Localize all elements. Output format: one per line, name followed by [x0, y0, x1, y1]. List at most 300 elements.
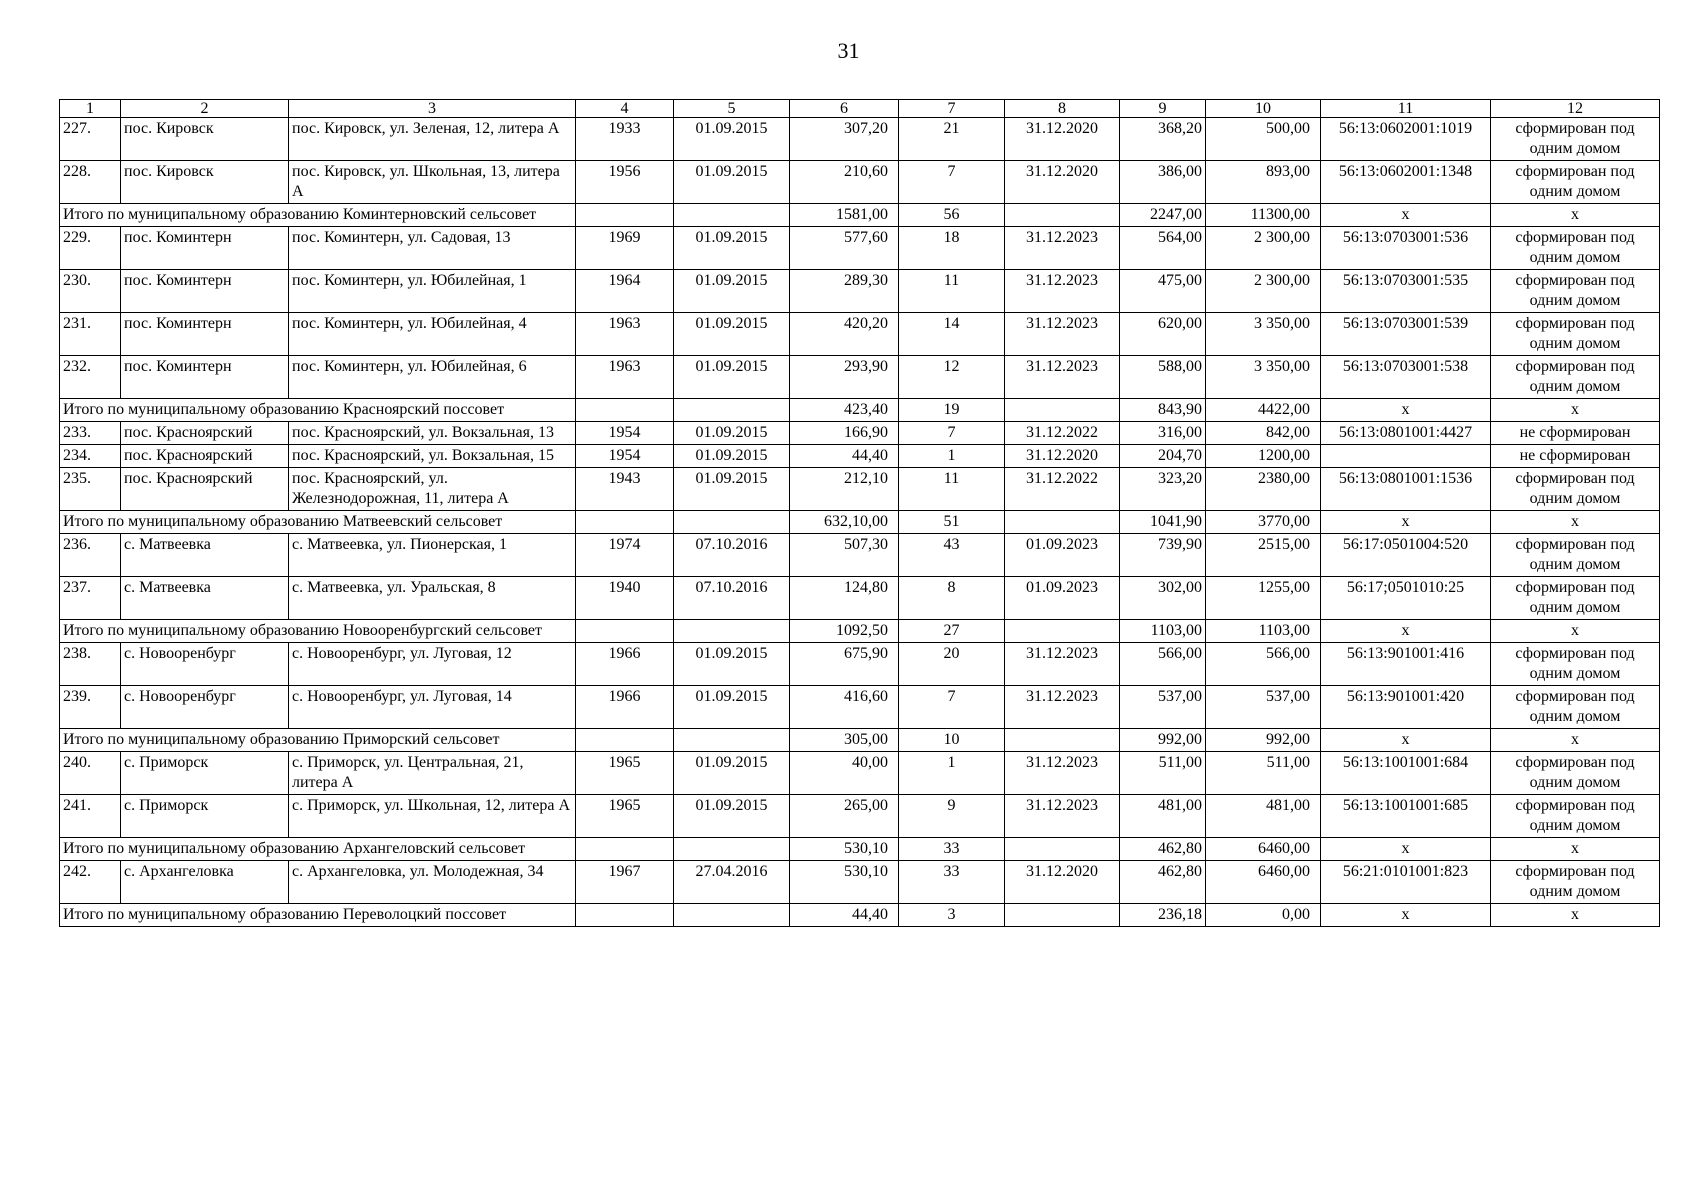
residents-cell: 7 — [899, 686, 1005, 729]
cost-cell: 566,00 — [1206, 643, 1321, 686]
year-built-cell: 1966 — [576, 643, 674, 686]
land-area-cell: 475,00 — [1120, 270, 1206, 313]
subtotal-land-area: 992,00 — [1120, 729, 1206, 752]
planned-date-cell: 31.12.2020 — [1005, 161, 1120, 204]
row-number: 227. — [60, 118, 121, 161]
locality-cell: пос. Красноярский — [121, 468, 289, 511]
land-area-cell: 386,00 — [1120, 161, 1206, 204]
cadastral-number-cell: 56:13:0703001:535 — [1321, 270, 1491, 313]
column-number: 11 — [1321, 100, 1491, 118]
column-number: 12 — [1491, 100, 1660, 118]
planned-date-cell: 31.12.2020 — [1005, 445, 1120, 468]
inclusion-date-cell: 01.09.2015 — [674, 445, 790, 468]
subtotal-cadastral: х — [1321, 729, 1491, 752]
land-area-cell: 511,00 — [1120, 752, 1206, 795]
land-area-cell: 462,80 — [1120, 861, 1206, 904]
area-cell: 44,40 — [790, 445, 899, 468]
residents-cell: 14 — [899, 313, 1005, 356]
subtotal-land-area: 462,80 — [1120, 838, 1206, 861]
row-number: 238. — [60, 643, 121, 686]
land-status-cell: сформирован под одним домом — [1491, 227, 1660, 270]
planned-date-cell: 31.12.2023 — [1005, 313, 1120, 356]
cost-cell: 481,00 — [1206, 795, 1321, 838]
subtotal-cadastral: х — [1321, 399, 1491, 422]
address-cell: с. Матвеевка, ул. Пионерская, 1 — [289, 534, 576, 577]
locality-cell: с. Матвеевка — [121, 577, 289, 620]
area-cell: 307,20 — [790, 118, 899, 161]
table-row — [60, 686, 1660, 729]
empty-cell — [674, 838, 790, 861]
table-row — [60, 861, 1660, 904]
planned-date-cell: 31.12.2020 — [1005, 861, 1120, 904]
locality-cell: пос. Коминтерн — [121, 313, 289, 356]
subtotal-cost: 4422,00 — [1206, 399, 1321, 422]
address-cell: с. Приморск, ул. Школьная, 12, литера А — [289, 795, 576, 838]
locality-cell: с. Приморск — [121, 795, 289, 838]
subtotal-label: Итого по муниципальному образованию Приморский сельсовет — [60, 729, 576, 752]
table-row — [60, 118, 1660, 161]
locality-cell: с. Новооренбург — [121, 686, 289, 729]
inclusion-date-cell: 07.10.2016 — [674, 534, 790, 577]
cadastral-number-cell: 56:13:901001:420 — [1321, 686, 1491, 729]
land-area-cell: 739,90 — [1120, 534, 1206, 577]
area-cell: 416,60 — [790, 686, 899, 729]
address-cell: пос. Кировск, ул. Школьная, 13, литера А — [289, 161, 576, 204]
planned-date-cell: 01.09.2023 — [1005, 534, 1120, 577]
subtotal-cost: 3770,00 — [1206, 511, 1321, 534]
planned-date-cell: 31.12.2023 — [1005, 752, 1120, 795]
residents-cell: 11 — [899, 468, 1005, 511]
row-number: 239. — [60, 686, 121, 729]
year-built-cell: 1963 — [576, 313, 674, 356]
inclusion-date-cell: 01.09.2015 — [674, 227, 790, 270]
cadastral-number-cell: 56:13:0602001:1348 — [1321, 161, 1491, 204]
address-cell: пос. Коминтерн, ул. Юбилейная, 4 — [289, 313, 576, 356]
cadastral-number-cell: 56:13:0703001:536 — [1321, 227, 1491, 270]
planned-date-cell: 31.12.2023 — [1005, 270, 1120, 313]
residents-cell: 33 — [899, 861, 1005, 904]
inclusion-date-cell: 01.09.2015 — [674, 795, 790, 838]
inclusion-date-cell: 01.09.2015 — [674, 468, 790, 511]
land-area-cell: 566,00 — [1120, 643, 1206, 686]
subtotal-land-area: 236,18 — [1120, 904, 1206, 927]
subtotal-cost: 1103,00 — [1206, 620, 1321, 643]
subtotal-label: Итого по муниципальному образованию Архангеловский сельсовет — [60, 838, 576, 861]
cost-cell: 500,00 — [1206, 118, 1321, 161]
subtotal-land-area: 1103,00 — [1120, 620, 1206, 643]
subtotal-status: х — [1491, 838, 1660, 861]
locality-cell: с. Архангеловка — [121, 861, 289, 904]
column-number: 5 — [674, 100, 790, 118]
subtotal-cadastral: х — [1321, 204, 1491, 227]
area-cell: 212,10 — [790, 468, 899, 511]
table-row — [60, 643, 1660, 686]
subtotal-land-area: 2247,00 — [1120, 204, 1206, 227]
residents-cell: 1 — [899, 752, 1005, 795]
locality-cell: с. Новооренбург — [121, 643, 289, 686]
subtotal-residents: 19 — [899, 399, 1005, 422]
residents-cell: 12 — [899, 356, 1005, 399]
residents-cell: 43 — [899, 534, 1005, 577]
table-row — [60, 534, 1660, 577]
land-area-cell: 368,20 — [1120, 118, 1206, 161]
column-number: 4 — [576, 100, 674, 118]
address-cell: с. Новооренбург, ул. Луговая, 12 — [289, 643, 576, 686]
subtotal-cadastral: х — [1321, 511, 1491, 534]
year-built-cell: 1943 — [576, 468, 674, 511]
residents-cell: 9 — [899, 795, 1005, 838]
year-built-cell: 1956 — [576, 161, 674, 204]
empty-cell — [1005, 511, 1120, 534]
subtotal-area: 1581,00 — [790, 204, 899, 227]
subtotal-residents: 51 — [899, 511, 1005, 534]
column-number: 7 — [899, 100, 1005, 118]
cadastral-number-cell: 56:13:901001:416 — [1321, 643, 1491, 686]
area-cell: 210,60 — [790, 161, 899, 204]
subtotal-residents: 27 — [899, 620, 1005, 643]
land-area-cell: 588,00 — [1120, 356, 1206, 399]
empty-cell — [576, 620, 674, 643]
subtotal-status: х — [1491, 729, 1660, 752]
row-number: 242. — [60, 861, 121, 904]
subtotal-residents: 10 — [899, 729, 1005, 752]
column-number: 3 — [289, 100, 576, 118]
subtotal-cost: 11300,00 — [1206, 204, 1321, 227]
subtotal-label: Итого по муниципальному образованию Новооренбургский сельсовет — [60, 620, 576, 643]
inclusion-date-cell: 01.09.2015 — [674, 686, 790, 729]
cost-cell: 842,00 — [1206, 422, 1321, 445]
subtotal-status: х — [1491, 904, 1660, 927]
land-status-cell: сформирован под одним домом — [1491, 643, 1660, 686]
subtotal-row — [60, 204, 1660, 227]
year-built-cell: 1965 — [576, 752, 674, 795]
land-status-cell: сформирован под одним домом — [1491, 468, 1660, 511]
subtotal-label: Итого по муниципальному образованию Переволоцкий поссовет — [60, 904, 576, 927]
column-number: 9 — [1120, 100, 1206, 118]
subtotal-row — [60, 511, 1660, 534]
subtotal-residents: 56 — [899, 204, 1005, 227]
year-built-cell: 1965 — [576, 795, 674, 838]
land-status-cell: сформирован под одним домом — [1491, 118, 1660, 161]
land-status-cell: сформирован под одним домом — [1491, 795, 1660, 838]
table-row — [60, 356, 1660, 399]
cadastral-number-cell — [1321, 445, 1491, 468]
subtotal-area: 44,40 — [790, 904, 899, 927]
year-built-cell: 1969 — [576, 227, 674, 270]
subtotal-label: Итого по муниципальному образованию Коминтерновский сельсовет — [60, 204, 576, 227]
subtotal-residents: 3 — [899, 904, 1005, 927]
column-number: 6 — [790, 100, 899, 118]
residents-cell: 20 — [899, 643, 1005, 686]
subtotal-row — [60, 399, 1660, 422]
subtotal-land-area: 843,90 — [1120, 399, 1206, 422]
subtotal-label: Итого по муниципальному образованию Матвеевский сельсовет — [60, 511, 576, 534]
planned-date-cell: 31.12.2022 — [1005, 422, 1120, 445]
address-cell: с. Новооренбург, ул. Луговая, 14 — [289, 686, 576, 729]
row-number: 231. — [60, 313, 121, 356]
area-cell: 577,60 — [790, 227, 899, 270]
empty-cell — [1005, 204, 1120, 227]
cost-cell: 537,00 — [1206, 686, 1321, 729]
land-status-cell: сформирован под одним домом — [1491, 161, 1660, 204]
cost-cell: 2 300,00 — [1206, 270, 1321, 313]
planned-date-cell: 31.12.2023 — [1005, 227, 1120, 270]
empty-cell — [1005, 904, 1120, 927]
planned-date-cell: 31.12.2020 — [1005, 118, 1120, 161]
area-cell: 124,80 — [790, 577, 899, 620]
cost-cell: 3 350,00 — [1206, 356, 1321, 399]
locality-cell: пос. Коминтерн — [121, 356, 289, 399]
empty-cell — [1005, 399, 1120, 422]
area-cell: 40,00 — [790, 752, 899, 795]
address-cell: с. Архангеловка, ул. Молодежная, 34 — [289, 861, 576, 904]
area-cell: 289,30 — [790, 270, 899, 313]
housing-registry-table — [59, 99, 1660, 927]
subtotal-cadastral: х — [1321, 838, 1491, 861]
year-built-cell: 1967 — [576, 861, 674, 904]
empty-cell — [674, 729, 790, 752]
residents-cell: 1 — [899, 445, 1005, 468]
table-row — [60, 577, 1660, 620]
empty-cell — [674, 620, 790, 643]
cost-cell: 2 300,00 — [1206, 227, 1321, 270]
area-cell: 265,00 — [790, 795, 899, 838]
land-area-cell: 323,20 — [1120, 468, 1206, 511]
address-cell: пос. Коминтерн, ул. Юбилейная, 6 — [289, 356, 576, 399]
year-built-cell: 1954 — [576, 445, 674, 468]
area-cell: 293,90 — [790, 356, 899, 399]
subtotal-row — [60, 620, 1660, 643]
locality-cell: пос. Красноярский — [121, 422, 289, 445]
page-number: 31 — [837, 38, 860, 63]
cadastral-number-cell: 56:13:0801001:4427 — [1321, 422, 1491, 445]
table-row — [60, 445, 1660, 468]
address-cell: с. Приморск, ул. Центральная, 21, литера А — [289, 752, 576, 795]
planned-date-cell: 31.12.2023 — [1005, 686, 1120, 729]
land-area-cell: 204,70 — [1120, 445, 1206, 468]
table-row — [60, 161, 1660, 204]
subtotal-row — [60, 904, 1660, 927]
inclusion-date-cell: 01.09.2015 — [674, 422, 790, 445]
subtotal-area: 632,10,00 — [790, 511, 899, 534]
planned-date-cell: 01.09.2023 — [1005, 577, 1120, 620]
table-body — [60, 100, 1660, 927]
address-cell: пос. Красноярский, ул. Вокзальная, 13 — [289, 422, 576, 445]
land-area-cell: 537,00 — [1120, 686, 1206, 729]
residents-cell: 18 — [899, 227, 1005, 270]
cost-cell: 6460,00 — [1206, 861, 1321, 904]
cost-cell: 511,00 — [1206, 752, 1321, 795]
row-number: 228. — [60, 161, 121, 204]
address-cell: пос. Коминтерн, ул. Юбилейная, 1 — [289, 270, 576, 313]
column-number: 10 — [1206, 100, 1321, 118]
land-status-cell: сформирован под одним домом — [1491, 356, 1660, 399]
cadastral-number-cell: 56:13:1001001:684 — [1321, 752, 1491, 795]
land-area-cell: 302,00 — [1120, 577, 1206, 620]
land-area-cell: 620,00 — [1120, 313, 1206, 356]
table-row — [60, 313, 1660, 356]
residents-cell: 21 — [899, 118, 1005, 161]
locality-cell: с. Матвеевка — [121, 534, 289, 577]
subtotal-status: х — [1491, 511, 1660, 534]
cadastral-number-cell: 56:13:0801001:1536 — [1321, 468, 1491, 511]
table-row — [60, 270, 1660, 313]
locality-cell: пос. Кировск — [121, 161, 289, 204]
empty-cell — [576, 204, 674, 227]
land-status-cell: сформирован под одним домом — [1491, 534, 1660, 577]
address-cell: пос. Кировск, ул. Зеленая, 12, литера А — [289, 118, 576, 161]
cadastral-number-cell: 56:13:0703001:538 — [1321, 356, 1491, 399]
year-built-cell: 1933 — [576, 118, 674, 161]
address-cell: пос. Красноярский, ул. Вокзальная, 15 — [289, 445, 576, 468]
address-cell: пос. Красноярский, ул. Железнодорожная, 11, литера А — [289, 468, 576, 511]
subtotal-status: х — [1491, 204, 1660, 227]
row-number: 229. — [60, 227, 121, 270]
land-status-cell: не сформирован — [1491, 422, 1660, 445]
column-number: 8 — [1005, 100, 1120, 118]
locality-cell: пос. Коминтерн — [121, 227, 289, 270]
planned-date-cell: 31.12.2022 — [1005, 468, 1120, 511]
area-cell: 166,90 — [790, 422, 899, 445]
year-built-cell: 1966 — [576, 686, 674, 729]
locality-cell: пос. Кировск — [121, 118, 289, 161]
land-area-cell: 564,00 — [1120, 227, 1206, 270]
residents-cell: 11 — [899, 270, 1005, 313]
area-cell: 420,20 — [790, 313, 899, 356]
row-number: 236. — [60, 534, 121, 577]
land-area-cell: 316,00 — [1120, 422, 1206, 445]
residents-cell: 8 — [899, 577, 1005, 620]
cost-cell: 2380,00 — [1206, 468, 1321, 511]
empty-cell — [576, 838, 674, 861]
column-number: 1 — [60, 100, 121, 118]
empty-cell — [674, 204, 790, 227]
row-number: 230. — [60, 270, 121, 313]
year-built-cell: 1974 — [576, 534, 674, 577]
address-cell: с. Матвеевка, ул. Уральская, 8 — [289, 577, 576, 620]
cadastral-number-cell: 56:17:0501004:520 — [1321, 534, 1491, 577]
column-number: 2 — [121, 100, 289, 118]
row-number: 237. — [60, 577, 121, 620]
land-status-cell: сформирован под одним домом — [1491, 861, 1660, 904]
subtotal-label: Итого по муниципальному образованию Красноярский поссовет — [60, 399, 576, 422]
year-built-cell: 1963 — [576, 356, 674, 399]
subtotal-status: х — [1491, 620, 1660, 643]
empty-cell — [674, 904, 790, 927]
subtotal-row — [60, 838, 1660, 861]
inclusion-date-cell: 01.09.2015 — [674, 118, 790, 161]
empty-cell — [1005, 838, 1120, 861]
land-area-cell: 481,00 — [1120, 795, 1206, 838]
table-row — [60, 752, 1660, 795]
empty-cell — [1005, 620, 1120, 643]
table-row — [60, 795, 1660, 838]
table-row — [60, 468, 1660, 511]
residents-cell: 7 — [899, 422, 1005, 445]
inclusion-date-cell: 01.09.2015 — [674, 752, 790, 795]
subtotal-area: 305,00 — [790, 729, 899, 752]
inclusion-date-cell: 27.04.2016 — [674, 861, 790, 904]
planned-date-cell: 31.12.2023 — [1005, 643, 1120, 686]
cost-cell: 1255,00 — [1206, 577, 1321, 620]
subtotal-area: 423,40 — [790, 399, 899, 422]
planned-date-cell: 31.12.2023 — [1005, 356, 1120, 399]
column-number-row — [60, 100, 1660, 118]
empty-cell — [674, 511, 790, 534]
row-number: 234. — [60, 445, 121, 468]
subtotal-cost: 6460,00 — [1206, 838, 1321, 861]
residents-cell: 7 — [899, 161, 1005, 204]
locality-cell: пос. Красноярский — [121, 445, 289, 468]
land-status-cell: сформирован под одним домом — [1491, 270, 1660, 313]
inclusion-date-cell: 01.09.2015 — [674, 356, 790, 399]
inclusion-date-cell: 01.09.2015 — [674, 161, 790, 204]
empty-cell — [576, 729, 674, 752]
table-row — [60, 227, 1660, 270]
area-cell: 507,30 — [790, 534, 899, 577]
land-status-cell: не сформирован — [1491, 445, 1660, 468]
row-number: 235. — [60, 468, 121, 511]
empty-cell — [576, 511, 674, 534]
land-status-cell: сформирован под одним домом — [1491, 313, 1660, 356]
cost-cell: 1200,00 — [1206, 445, 1321, 468]
subtotal-area: 530,10 — [790, 838, 899, 861]
cadastral-number-cell: 56:21:0101001:823 — [1321, 861, 1491, 904]
area-cell: 530,10 — [790, 861, 899, 904]
subtotal-residents: 33 — [899, 838, 1005, 861]
subtotal-cost: 992,00 — [1206, 729, 1321, 752]
inclusion-date-cell: 01.09.2015 — [674, 643, 790, 686]
subtotal-cadastral: х — [1321, 904, 1491, 927]
planned-date-cell: 31.12.2023 — [1005, 795, 1120, 838]
locality-cell: пос. Коминтерн — [121, 270, 289, 313]
inclusion-date-cell: 01.09.2015 — [674, 313, 790, 356]
address-cell: пос. Коминтерн, ул. Садовая, 13 — [289, 227, 576, 270]
cadastral-number-cell: 56:17;0501010:25 — [1321, 577, 1491, 620]
cadastral-number-cell: 56:13:0602001:1019 — [1321, 118, 1491, 161]
subtotal-land-area: 1041,90 — [1120, 511, 1206, 534]
area-cell: 675,90 — [790, 643, 899, 686]
land-status-cell: сформирован под одним домом — [1491, 686, 1660, 729]
subtotal-status: х — [1491, 399, 1660, 422]
subtotal-cadastral: х — [1321, 620, 1491, 643]
empty-cell — [576, 904, 674, 927]
inclusion-date-cell: 01.09.2015 — [674, 270, 790, 313]
table-row — [60, 422, 1660, 445]
empty-cell — [576, 399, 674, 422]
row-number: 233. — [60, 422, 121, 445]
cost-cell: 3 350,00 — [1206, 313, 1321, 356]
year-built-cell: 1954 — [576, 422, 674, 445]
year-built-cell: 1940 — [576, 577, 674, 620]
cadastral-number-cell: 56:13:1001001:685 — [1321, 795, 1491, 838]
land-status-cell: сформирован под одним домом — [1491, 577, 1660, 620]
inclusion-date-cell: 07.10.2016 — [674, 577, 790, 620]
subtotal-cost: 0,00 — [1206, 904, 1321, 927]
empty-cell — [674, 399, 790, 422]
subtotal-area: 1092,50 — [790, 620, 899, 643]
row-number: 240. — [60, 752, 121, 795]
year-built-cell: 1964 — [576, 270, 674, 313]
cost-cell: 2515,00 — [1206, 534, 1321, 577]
empty-cell — [1005, 729, 1120, 752]
subtotal-row — [60, 729, 1660, 752]
cost-cell: 893,00 — [1206, 161, 1321, 204]
row-number: 241. — [60, 795, 121, 838]
cadastral-number-cell: 56:13:0703001:539 — [1321, 313, 1491, 356]
locality-cell: с. Приморск — [121, 752, 289, 795]
row-number: 232. — [60, 356, 121, 399]
